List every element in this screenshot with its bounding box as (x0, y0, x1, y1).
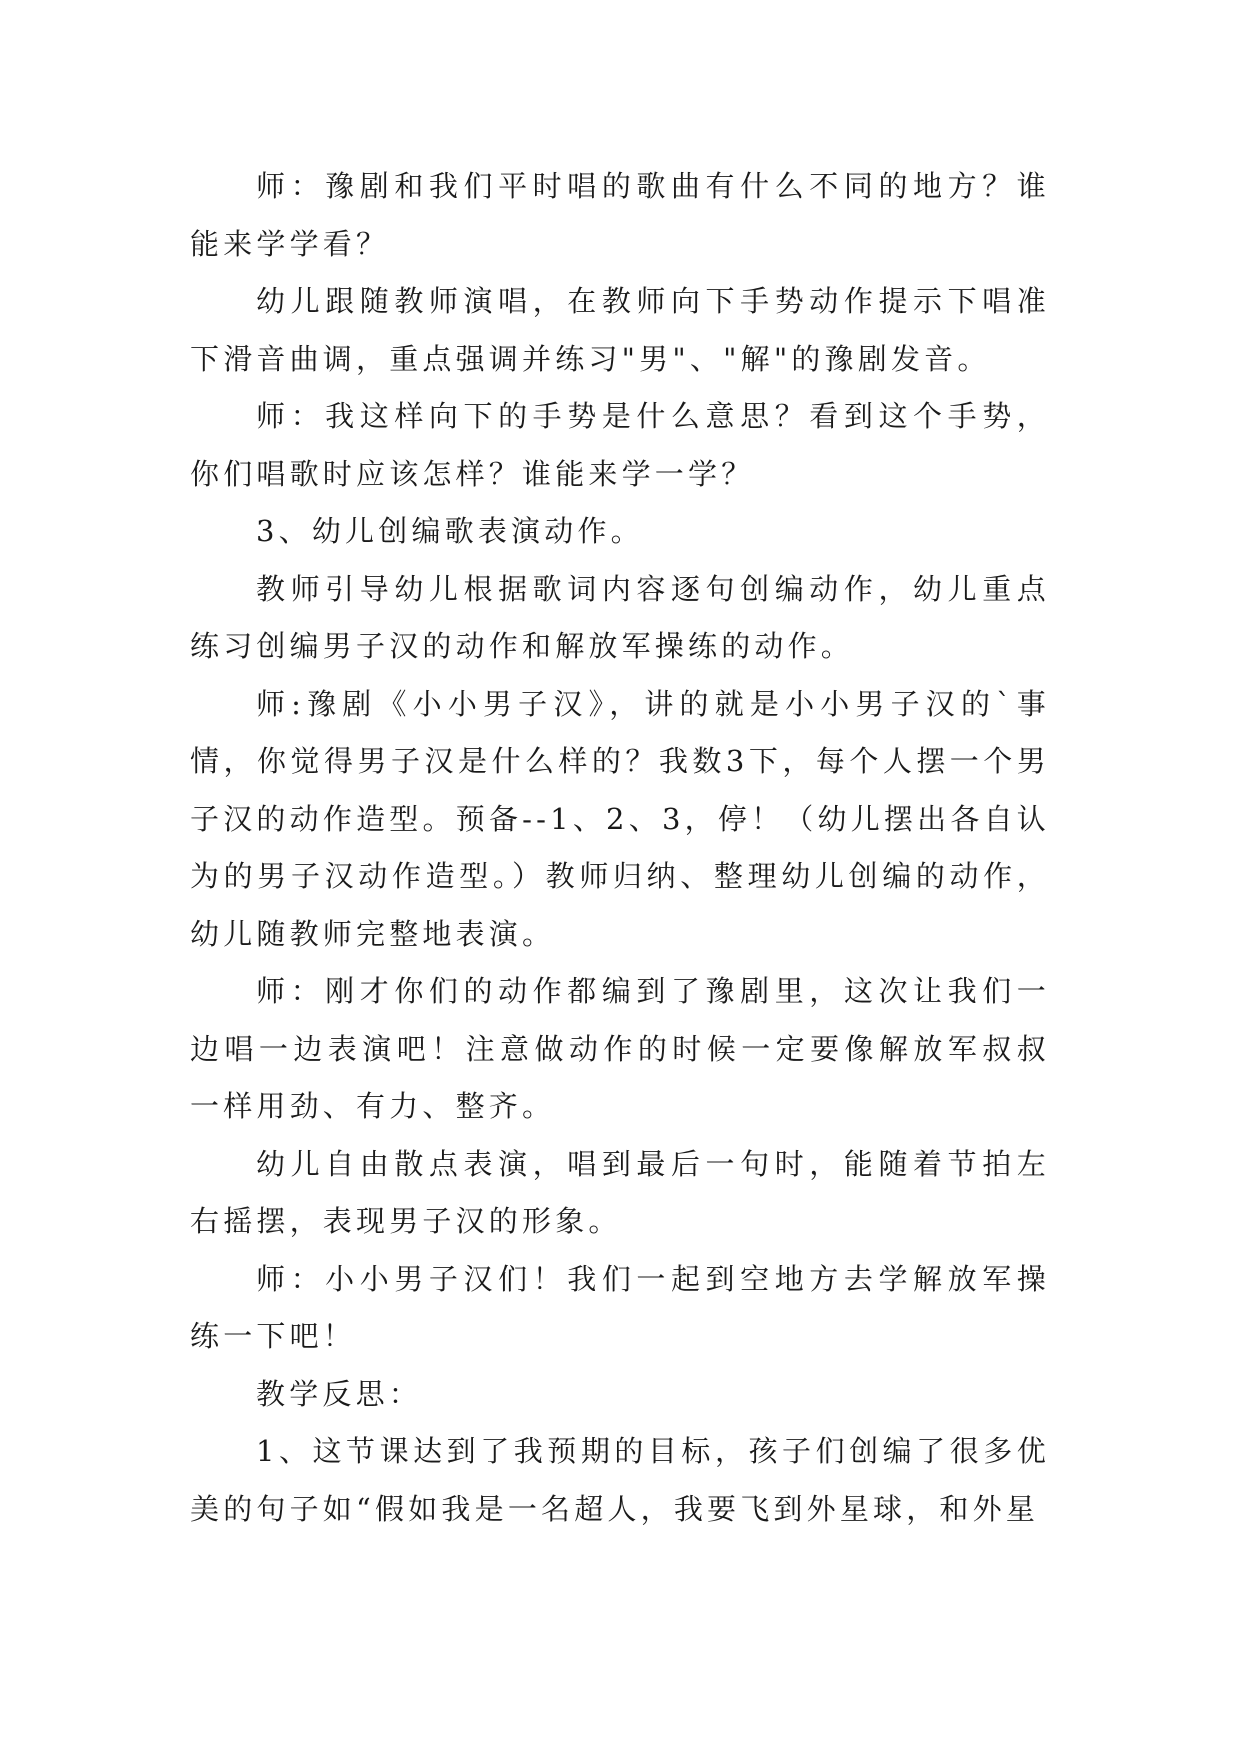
paragraph-1: 师：豫剧和我们平时唱的歌曲有什么不同的地方？谁能来学学看？ (190, 169, 1050, 261)
paragraph-2: 幼儿跟随教师演唱，在教师向下手势动作提示下唱准下滑音曲调，重点强调并练习"男"、"解"的豫剧发音。 (190, 284, 1050, 376)
paragraph-6: 师:豫剧《小小男子汉》，讲的就是小小男子汉的`事情，你觉得男子汉是什么样的？我数3下，每个人摆一个男子汉的动作造型。预备--1、2、3，停！（幼儿摆出各自认为的男子汉动作造型。）教师归纳、整理幼儿创编的动作，幼儿随教师完整地表演。 (190, 686, 1050, 951)
paragraph-8: 幼儿自由散点表演，唱到最后一句时，能随着节拍左右摇摆，表现男子汉的形象。 (190, 1146, 1050, 1238)
paragraph-3: 师：我这样向下的手势是什么意思？看到这个手势，你们唱歌时应该怎样？谁能来学一学？ (190, 399, 1050, 491)
section-heading-reflection: 教学反思： (256, 1376, 423, 1411)
paragraph-4: 3、幼儿创编歌表演动作。 (256, 514, 644, 548)
paragraph-11: 1、这节课达到了我预期的目标，孩子们创编了很多优美的句子如“假如我是一名超人，我要飞到外星球，和外星 (190, 1434, 1050, 1526)
paragraph-7: 师：刚才你们的动作都编到了豫剧里，这次让我们一边唱一边表演吧！注意做动作的时候一定要像解放军叔叔一样用劲、有力、整齐。 (190, 974, 1050, 1123)
paragraph-9: 师：小小男子汉们！我们一起到空地方去学解放军操练一下吧！ (190, 1261, 1050, 1353)
document-body (190, 158, 1050, 1538)
paragraph-5: 教师引导幼儿根据歌词内容逐句创编动作，幼儿重点练习创编男子汉的动作和解放军操练的动作。 (190, 571, 1050, 663)
